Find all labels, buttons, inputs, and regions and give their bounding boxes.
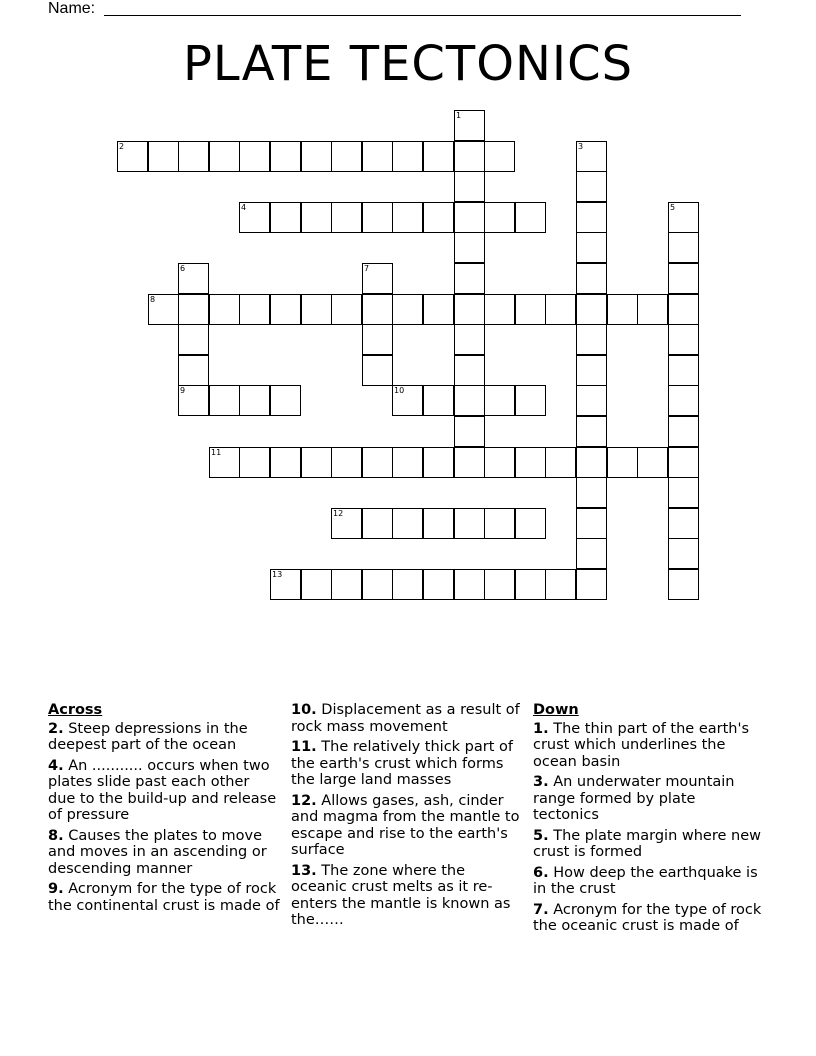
clue-across-12 — [291, 793, 523, 859]
crossword-cell[interactable] — [331, 141, 362, 172]
crossword-cell[interactable] — [484, 385, 515, 416]
cell-number: 12 — [333, 509, 344, 518]
crossword-cell[interactable] — [515, 385, 546, 416]
cell-number: 13 — [272, 570, 283, 579]
clue-down-6 — [533, 865, 765, 898]
crossword-cell[interactable] — [668, 447, 699, 478]
crossword-cell[interactable] — [209, 141, 240, 172]
crossword-cell[interactable] — [576, 202, 607, 233]
crossword-cell[interactable] — [331, 508, 362, 539]
clue-number: 7. — [533, 901, 549, 918]
crossword-cell[interactable] — [454, 141, 485, 172]
crossword-cell[interactable] — [576, 141, 607, 172]
crossword-cell[interactable] — [392, 202, 423, 233]
crossword-cell[interactable] — [362, 447, 393, 478]
crossword-cell[interactable] — [392, 569, 423, 600]
crossword-cell[interactable] — [209, 385, 240, 416]
crossword-cell[interactable] — [454, 263, 485, 294]
clue-text: Causes the plates to move and moves in an ascending or descending manner — [48, 827, 267, 877]
clue-number: 3. — [533, 774, 549, 790]
clue-number: 12. — [291, 792, 317, 809]
crossword-cell[interactable] — [576, 294, 607, 325]
crossword-cell[interactable] — [454, 202, 485, 233]
crossword-cell[interactable] — [454, 171, 485, 202]
page-title: PLATE TECTONICS — [182, 36, 634, 92]
crossword-cell[interactable] — [668, 232, 699, 263]
crossword-cell[interactable] — [454, 324, 485, 355]
crossword-cell[interactable] — [515, 508, 546, 539]
crossword-cell[interactable] — [362, 324, 393, 355]
crossword-cell[interactable] — [239, 447, 270, 478]
crossword-cell[interactable] — [454, 355, 485, 386]
crossword-cell[interactable] — [668, 508, 699, 539]
crossword-cell[interactable] — [423, 294, 454, 325]
crossword-cell[interactable] — [576, 538, 607, 569]
crossword-cell[interactable] — [668, 477, 699, 508]
crossword-cell[interactable] — [362, 263, 393, 294]
crossword-cell[interactable] — [270, 447, 301, 478]
clue-across-13 — [291, 863, 523, 929]
crossword-cell[interactable] — [239, 202, 270, 233]
crossword-cell[interactable] — [576, 447, 607, 478]
crossword-cell[interactable] — [362, 294, 393, 325]
crossword-cell[interactable] — [301, 294, 332, 325]
cell-number: 10 — [394, 386, 405, 395]
crossword-cell[interactable] — [362, 355, 393, 386]
clue-text: The plate margin where new crust is formed — [533, 827, 761, 860]
crossword-cell[interactable] — [423, 202, 454, 233]
crossword-cell[interactable] — [515, 569, 546, 600]
crossword-cell[interactable] — [331, 569, 362, 600]
crossword-cell[interactable] — [454, 294, 485, 325]
clue-text: Allows gases, ash, cinder and magma from the mantle to escape and rise to the earth's surface — [291, 792, 520, 858]
clue-number: 9. — [48, 881, 64, 897]
clue-across-10 — [291, 702, 523, 735]
crossword-cell[interactable] — [668, 294, 699, 325]
cell-number: 3 — [578, 142, 584, 151]
clue-across-8 — [48, 828, 280, 878]
crossword-cell[interactable] — [576, 263, 607, 294]
crossword-cell[interactable] — [270, 385, 301, 416]
crossword-cell[interactable] — [117, 141, 148, 172]
crossword-cell[interactable] — [454, 508, 485, 539]
crossword-cell[interactable] — [392, 385, 423, 416]
clue-text: Acronym for the type of rock the oceanic crust is made of — [533, 901, 762, 934]
crossword-cell[interactable] — [515, 294, 546, 325]
clue-across-4 — [48, 758, 280, 824]
crossword-cell[interactable] — [148, 141, 179, 172]
crossword-cell[interactable] — [668, 263, 699, 294]
clue-text: An ........... occurs when two plates slide past each other due to the build-up and release of pressure — [48, 757, 277, 823]
clue-number: 11. — [291, 739, 317, 755]
crossword-cell[interactable] — [454, 110, 485, 141]
crossword-cell[interactable] — [178, 355, 209, 386]
crossword-cell[interactable] — [178, 324, 209, 355]
crossword-cell[interactable] — [484, 447, 515, 478]
crossword-cell[interactable] — [668, 385, 699, 416]
crossword-cell[interactable] — [515, 202, 546, 233]
crossword-cell[interactable] — [576, 416, 607, 447]
crossword-cell[interactable] — [331, 294, 362, 325]
cell-number: 2 — [119, 142, 125, 151]
clue-down-1 — [533, 721, 765, 771]
name-label: Name: — [48, 0, 96, 17]
crossword-cell[interactable] — [392, 141, 423, 172]
crossword-cell[interactable] — [423, 447, 454, 478]
crossword-cell[interactable] — [545, 569, 576, 600]
clue-text: The zone where the oceanic crust melts as it re-enters the mantle is known as the…… — [291, 862, 511, 928]
crossword-cell[interactable] — [637, 447, 668, 478]
crossword-cell[interactable] — [301, 202, 332, 233]
crossword-cell[interactable] — [301, 569, 332, 600]
clue-text: The relatively thick part of the earth's crust which forms the large land masses — [291, 739, 513, 788]
crossword-cell[interactable] — [668, 416, 699, 447]
crossword-cell[interactable] — [362, 508, 393, 539]
crossword-cell[interactable] — [454, 232, 485, 263]
crossword-cell[interactable] — [423, 569, 454, 600]
crossword-cell[interactable] — [178, 263, 209, 294]
cell-number: 1 — [456, 111, 462, 120]
clue-text: How deep the earthquake is in the crust — [533, 864, 758, 897]
crossword-cell[interactable] — [576, 355, 607, 386]
clue-number: 1. — [533, 720, 549, 737]
crossword-cell[interactable] — [484, 508, 515, 539]
cell-number: 4 — [241, 203, 247, 212]
clue-down-3 — [533, 774, 765, 824]
crossword-cell[interactable] — [576, 324, 607, 355]
clue-number: 5. — [533, 827, 549, 844]
crossword-cell[interactable] — [576, 477, 607, 508]
crossword-cell[interactable] — [331, 202, 362, 233]
clue-number: 10. — [291, 702, 317, 718]
clue-text: The thin part of the earth's crust which underlines the ocean basin — [533, 720, 750, 770]
crossword-cell[interactable] — [576, 508, 607, 539]
crossword-cell[interactable] — [515, 447, 546, 478]
clue-number: 13. — [291, 862, 317, 879]
crossword-cell[interactable] — [178, 294, 209, 325]
clue-across-9 — [48, 881, 280, 914]
cell-number: 8 — [150, 295, 156, 304]
clue-text: Steep depressions in the deepest part of the ocean — [48, 720, 248, 753]
crossword-cell[interactable] — [576, 171, 607, 202]
crossword-cell[interactable] — [423, 385, 454, 416]
crossword-cell[interactable] — [668, 569, 699, 600]
crossword-cell[interactable] — [301, 141, 332, 172]
crossword-cell[interactable] — [148, 294, 179, 325]
crossword-cell[interactable] — [454, 416, 485, 447]
clue-number: 4. — [48, 757, 64, 774]
crossword-cell[interactable] — [209, 447, 240, 478]
crossword-cell[interactable] — [423, 508, 454, 539]
crossword-cell[interactable] — [423, 141, 454, 172]
crossword-cell[interactable] — [362, 141, 393, 172]
clue-text: An underwater mountain range formed by plate tectonics — [533, 774, 735, 823]
crossword-cell[interactable] — [484, 294, 515, 325]
clue-number: 6. — [533, 864, 549, 881]
across-column-2 — [291, 702, 523, 933]
down-heading: Down — [533, 702, 579, 718]
clue-across-2 — [48, 721, 280, 754]
crossword-cell[interactable] — [239, 385, 270, 416]
clue-down-7 — [533, 902, 765, 935]
crossword-cell[interactable] — [301, 447, 332, 478]
crossword-cell[interactable] — [392, 508, 423, 539]
crossword-cell[interactable] — [454, 385, 485, 416]
crossword-cell[interactable] — [270, 294, 301, 325]
across-heading: Across — [48, 702, 103, 718]
cell-number: 9 — [180, 386, 186, 395]
crossword-cell[interactable] — [668, 355, 699, 386]
crossword-cell[interactable] — [668, 202, 699, 233]
cell-number: 5 — [670, 203, 676, 212]
crossword-cell[interactable] — [484, 202, 515, 233]
crossword-cell[interactable] — [270, 569, 301, 600]
across-column-1 — [48, 702, 280, 918]
clue-number: 2. — [48, 720, 64, 737]
cell-number: 7 — [364, 264, 370, 273]
crossword-cell[interactable] — [392, 447, 423, 478]
crossword-cell[interactable] — [484, 141, 515, 172]
crossword-cell[interactable] — [454, 569, 485, 600]
cell-number: 6 — [180, 264, 186, 273]
crossword-cell[interactable] — [607, 294, 638, 325]
crossword-cell[interactable] — [545, 294, 576, 325]
crossword-cell[interactable] — [270, 141, 301, 172]
crossword-cell[interactable] — [576, 385, 607, 416]
crossword-cell[interactable] — [270, 202, 301, 233]
crossword-cell[interactable] — [454, 447, 485, 478]
crossword-cell[interactable] — [178, 141, 209, 172]
crossword-cell[interactable] — [484, 569, 515, 600]
crossword-cell[interactable] — [239, 141, 270, 172]
cell-number: 11 — [211, 448, 222, 457]
clue-text: Displacement as a result of rock mass movement — [291, 702, 520, 735]
crossword-cell[interactable] — [545, 447, 576, 478]
crossword-cell[interactable] — [362, 202, 393, 233]
crossword-cell[interactable] — [331, 447, 362, 478]
crossword-cell[interactable] — [668, 538, 699, 569]
crossword-cell[interactable] — [637, 294, 668, 325]
clue-down-5 — [533, 828, 765, 861]
clue-across-11 — [291, 739, 523, 789]
crossword-cell[interactable] — [209, 294, 240, 325]
crossword-cell[interactable] — [362, 569, 393, 600]
crossword-cell[interactable] — [178, 385, 209, 416]
clue-number: 8. — [48, 827, 64, 844]
crossword-cell[interactable] — [392, 294, 423, 325]
crossword-cell[interactable] — [576, 569, 607, 600]
crossword-cell[interactable] — [239, 294, 270, 325]
crossword-cell[interactable] — [607, 447, 638, 478]
clue-text: Acronym for the type of rock the continental crust is made of — [48, 881, 280, 914]
crossword-cell[interactable] — [668, 324, 699, 355]
down-column — [533, 702, 765, 939]
crossword-cell[interactable] — [576, 232, 607, 263]
